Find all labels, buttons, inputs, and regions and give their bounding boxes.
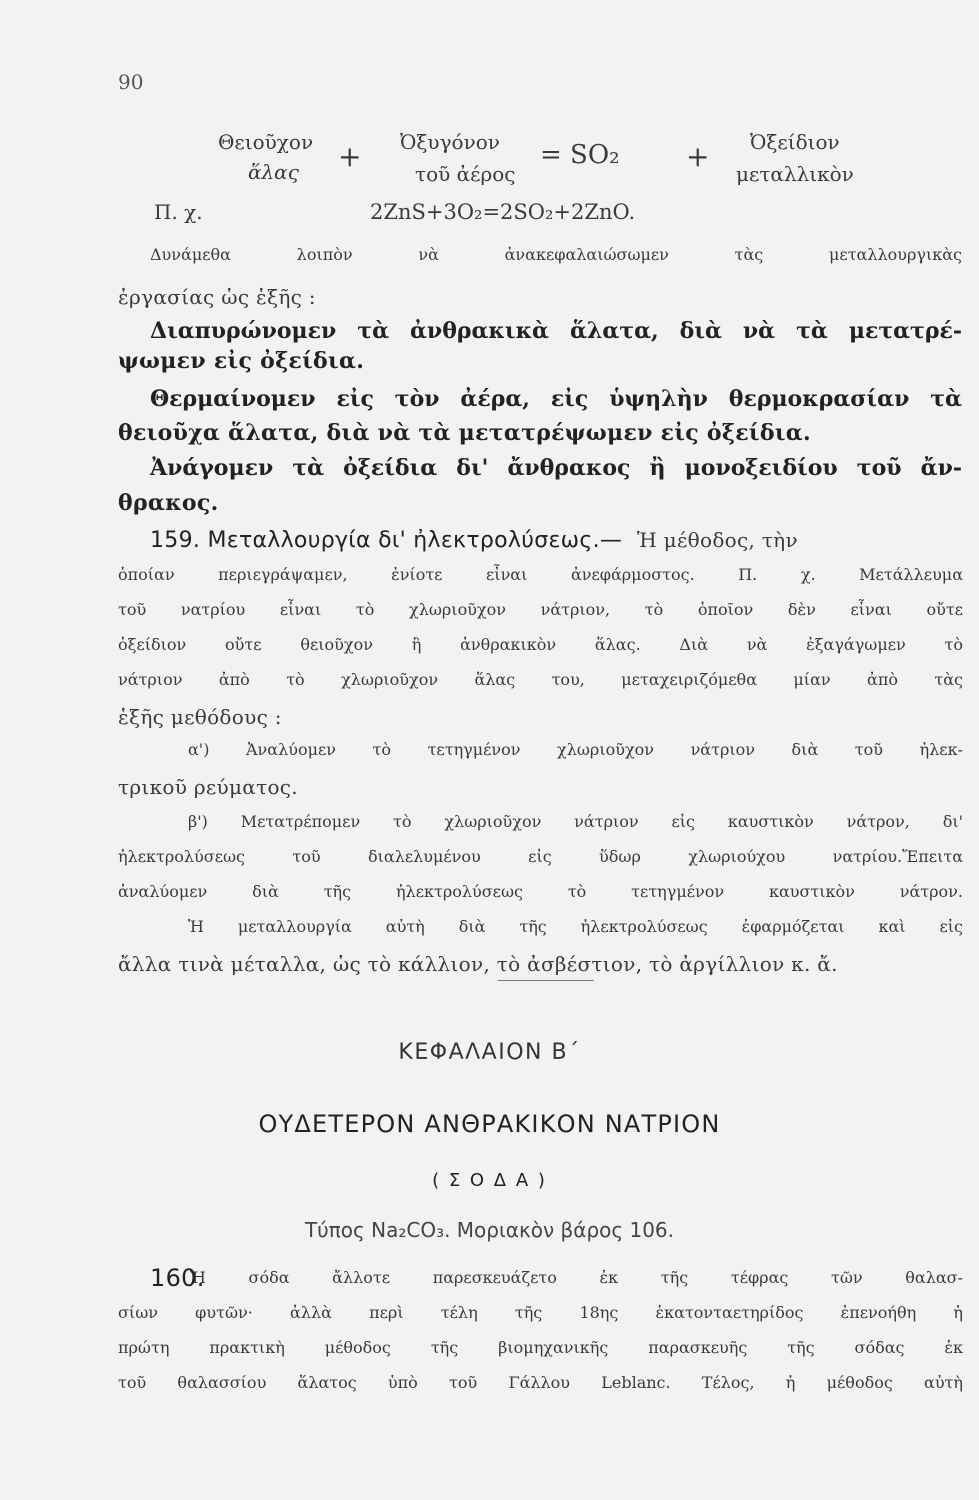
item-a-line-1: α') Ἀναλύομεν τὸ τετηγμένον χλωριοῦχον νάτριον διὰ τοῦ ἠλεκ- bbox=[188, 740, 963, 759]
chapter-label: ΚΕΦΑΛΑΙΟΝ Β΄ bbox=[398, 1040, 581, 1065]
section-159-first-rest: Ἡ μέθοδος, τὴν bbox=[636, 528, 798, 552]
intro-line-1: Δυνάμεθα λοιπὸν νὰ ἀνακεφαλαιώσωμεν τὰς μεταλλουργικὰς bbox=[150, 245, 962, 264]
closing-line-1: Ἡ μεταλλουργία αὐτὴ διὰ τῆς ἠλεκτρολύσεως ἐφαρμόζεται καὶ εἰς bbox=[188, 917, 963, 936]
section-159-heading: 159. Μεταλλουργία δι' ἠλεκτρολύσεως.— bbox=[150, 528, 623, 553]
section-159-line: ὀξείδιον οὔτε θειοῦχον ἢ ἀνθρακικὸν ἅλας. Διὰ νὰ ἐξαγάγωμεν τὸ bbox=[118, 635, 963, 654]
section-159-line: τοῦ νατρίου εἶναι τὸ χλωριοῦχον νάτριον, τὸ ὁποῖον δὲν εἶναι οὔτε bbox=[118, 600, 963, 619]
example-formula: 2ZnS+3O₂=2SO₂+2ZnO. bbox=[370, 200, 636, 224]
step-line-6: θρακος. bbox=[118, 490, 219, 516]
equation-term3-top: Ὀξείδιον bbox=[750, 130, 840, 154]
item-b-line-3: ἀναλύομεν διὰ τῆς ἠλεκτρολύσεως τὸ τετηγμένον καυστικὸν νάτρον. bbox=[118, 882, 963, 901]
closing-line-2: ἄλλα τινὰ μέταλλα, ὡς τὸ κάλλιον, τὸ ἀσβέστιον, τὸ ἀργίλλιον κ. ἄ. bbox=[118, 952, 838, 976]
step-line-5: Ἀνάγομεν τὰ ὀξείδια δι' ἄνθρακος ἢ μονοξειδίου τοῦ ἄν- bbox=[150, 455, 962, 481]
equation-term2-bottom: τοῦ ἀέρος bbox=[415, 162, 516, 186]
section-divider bbox=[498, 980, 594, 981]
item-a-line-2: τρικοῦ ρεύματος. bbox=[118, 775, 298, 799]
step-line-4: θειοῦχα ἅλατα, διὰ νὰ τὰ μετατρέψωμεν εἰς ὀξείδια. bbox=[118, 420, 811, 446]
section-160-first-line: Ἡ σόδα ἄλλοτε παρεσκευάζετο ἐκ τῆς τέφρας τῶν θαλασ- bbox=[190, 1268, 963, 1287]
equation-term3-bottom: μεταλλικὸν bbox=[736, 162, 854, 186]
section-159-line: ὁποίαν περιεγράψαμεν, ἐνίοτε εἶναι ἀνεφάρμοστος. Π. χ. Μετάλλευμα bbox=[118, 565, 963, 584]
equation-equals-so2: = SO₂ bbox=[540, 140, 620, 170]
section-160-number: 160. bbox=[150, 1264, 205, 1292]
step-line-2: ψωμεν εἰς ὀξείδια. bbox=[118, 348, 365, 374]
section-160-line: σίων φυτῶν· ἀλλὰ περὶ τέλη τῆς 18ης ἑκατονταετηρίδος ἐπενοήθη ἡ bbox=[118, 1303, 963, 1322]
equation-plus-2: + bbox=[686, 140, 710, 173]
section-159-line: ἑξῆς μεθόδους : bbox=[118, 705, 282, 729]
equation-term1-bottom: ἅλας bbox=[248, 160, 299, 184]
step-line-3: Θερμαίνομεν εἰς τὸν ἀέρα, εἰς ὑψηλὴν θερμοκρασίαν τὰ bbox=[150, 386, 962, 412]
step-line-1: Διαπυρώνομεν τὰ ἀνθρακικὰ ἅλατα, διὰ νὰ τὰ μετατρέ- bbox=[150, 318, 962, 344]
chapter-subtitle: ( Σ Ο Δ Α ) bbox=[432, 1170, 547, 1191]
example-label: Π. χ. bbox=[154, 200, 203, 224]
equation-plus-1: + bbox=[338, 140, 362, 173]
equation-term2-top: Ὀξυγόνον bbox=[400, 130, 500, 154]
intro-line-2: ἐργασίας ὡς ἑξῆς : bbox=[118, 285, 316, 309]
page-number: 90 bbox=[118, 70, 144, 94]
equation-term1-top: Θειοῦχον bbox=[218, 130, 314, 154]
section-159-line: νάτριον ἀπὸ τὸ χλωριοῦχον ἅλας του, μεταχειριζόμεθα μίαν ἀπὸ τὰς bbox=[118, 670, 963, 689]
item-b-line-2: ἠλεκτρολύσεως τοῦ διαλελυμένου εἰς ὕδωρ χλωριούχου νατρίου.Ἔπειτα bbox=[118, 847, 963, 866]
section-160-line: τοῦ θαλασσίου ἅλατος ὑπὸ τοῦ Γάλλου Leblanc. Τέλος, ἡ μέθοδος αὐτὴ bbox=[118, 1373, 963, 1392]
chapter-title: ΟΥΔΕΤΕΡΟΝ ΑΝΘΡΑΚΙΚΟΝ ΝΑΤΡΙΟΝ bbox=[258, 1110, 721, 1138]
section-159-first-line bbox=[150, 528, 798, 553]
section-160-line: πρώτη πρακτικὴ μέθοδος τῆς βιομηχανικῆς παρασκευῆς τῆς σόδας ἐκ bbox=[118, 1338, 963, 1357]
chapter-formula-line: Τύπος Na₂CO₃. Μοριακὸν βάρος 106. bbox=[304, 1218, 675, 1242]
item-b-line-1: β') Μετατρέπομεν τὸ χλωριοῦχον νάτριον εἰς καυστικὸν νάτρον, δι' bbox=[188, 812, 963, 831]
